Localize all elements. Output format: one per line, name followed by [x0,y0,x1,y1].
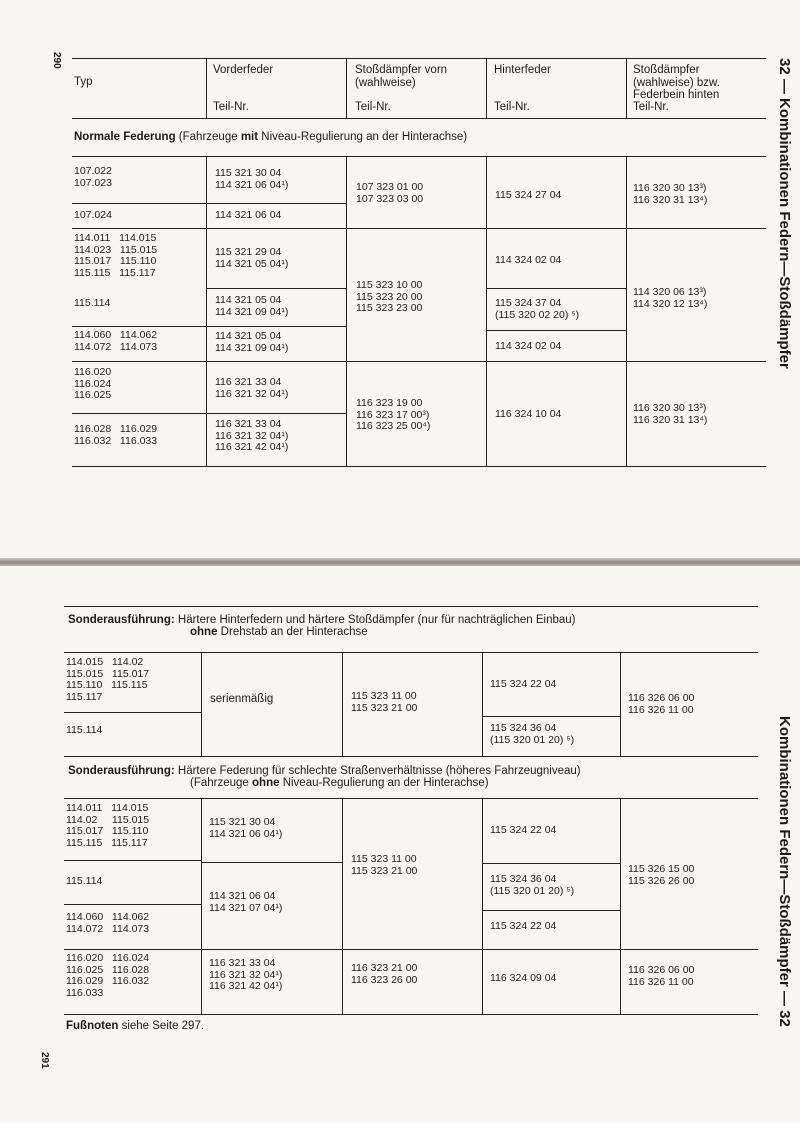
section-heading-line2: (Fahrzeuge ohne Niveau-Regulierung an der Hinterachse) [190,777,489,789]
hinterfeder-cell: 116 324 09 04 [490,972,557,984]
section-heading-line2: ohne Drehstab an der Hinterachse [190,626,368,638]
hinterfeder-cell: 115 324 22 04 [490,920,557,932]
section-heading: Normale Federung (Fahrzeuge mit Niveau-Regulierung an der Hinterachse) [74,131,468,143]
stossdaempfer-hinten-cell: 116 320 30 13³) 116 320 31 13⁴) [633,402,708,426]
rule [72,466,766,467]
rule [342,798,343,1014]
rule [72,156,766,157]
stossdaempfer-vorn-cell: 115 323 11 00 115 323 21 00 [351,690,418,714]
rule [346,58,347,118]
typ-cell: 115.114 [74,297,111,309]
rule [482,652,483,756]
hinterfeder-cell: 115 324 22 04 [490,678,557,690]
hinterfeder-cell: 114 324 02 04 [495,340,562,352]
typ-cell: 114.011 114.015 114.02 115.015 115.017 115.110 115.115 115.117 [66,802,150,849]
page-290 [0,0,800,560]
hinterfeder-cell: 115 324 27 04 [495,189,562,201]
vorderfeder-cell: 114 321 06 04 114 321 07 04¹) [209,890,283,914]
vorderfeder-cell: 116 321 33 04 116 321 32 04¹) 116 321 42 04¹) [209,957,283,993]
stossdaempfer-vorn-cell: 115 323 10 00 115 323 20 00 115 323 23 00 [356,279,423,315]
rule [206,58,207,118]
hinterfeder-cell: 115 324 22 04 [490,824,557,836]
rule [346,156,347,466]
hinterfeder-cell: 115 324 37 04 (115 320 02 20) ⁵) [495,297,580,321]
stossdaempfer-hinten-cell: 116 326 06 00 116 326 11 00 [628,692,695,716]
rule [64,949,758,950]
header-teil-nr: Teil-Nr. [494,101,530,113]
rule [64,860,201,861]
typ-cell: 116.020 116.024 116.025 116.028 116.029 116.032 116.033 [66,952,150,999]
rule [626,156,627,466]
vorderfeder-cell: 116 321 33 04 116 321 32 04¹) 116 321 42 04¹) [215,418,289,454]
rule [486,156,487,466]
stossdaempfer-vorn-cell: 115 323 11 00 115 323 21 00 [351,853,418,877]
typ-cell: 114.015 114.02 115.015 115.017 115.110 115.115 115.117 [66,656,150,703]
rule [72,228,766,229]
typ-cell: 116.028 116.029 116.032 116.033 [74,423,158,447]
vorderfeder-cell: 114 321 06 04 [215,209,282,221]
rule [72,413,346,414]
side-title: Kombinationen Federn—Stoßdämpfer — 32 [776,716,793,1027]
vorderfeder-cell: 115 321 30 04 114 321 06 04¹) [209,816,283,840]
section-heading: Sonderausführung: Härtere Federung für schlechte Straßenverhältnisse (höheres Fahrzeugniveau) [68,765,581,777]
hinterfeder-cell: 116 324 10 04 [495,408,562,420]
page-number: 290 [51,52,62,69]
header-vorderfeder: Vorderfeder [213,64,274,76]
vorderfeder-cell: serienmäßig [210,693,274,705]
typ-cell: 107.022 107.023 [74,165,112,189]
rule [201,798,202,1014]
rule [482,910,620,911]
stossdaempfer-vorn-cell: 116 323 21 00 116 323 26 00 [351,962,418,986]
rule [64,606,758,607]
stossdaempfer-vorn-cell: 107 323 01 00 107 323 03 00 [356,181,424,205]
typ-cell: 114.011 114.015 114.023 115.015 115.017 115.110 115.115 115.117 [74,232,158,279]
stossdaempfer-hinten-cell: 114 320 06 13³) 114 320 12 13⁴) [633,286,708,310]
stossdaempfer-hinten-cell: 116 326 06 00 116 326 11 00 [628,964,695,988]
footnote-reference: Fußnoten siehe Seite 297. [66,1020,205,1032]
rule [72,58,766,59]
rule [64,756,758,757]
hinterfeder-cell: 115 324 36 04 (115 320 01 20) ⁵) [490,873,575,897]
vorderfeder-cell: 115 321 29 04 114 321 05 04¹) [215,246,289,270]
rule [72,326,206,327]
typ-cell: 114.060 114.062 114.072 114.073 [74,329,158,353]
rule [620,652,621,756]
rule [486,288,626,289]
rule [72,361,766,362]
rule [482,716,620,717]
vorderfeder-cell: 114 321 05 04 114 321 09 04¹) [215,330,289,354]
page-291 [0,566,800,1123]
rule [620,798,621,1014]
rule [72,118,766,119]
typ-cell: 116.020 116.024 116.025 [74,366,112,402]
rule [64,712,201,713]
header-teil-nr: Teil-Nr. [213,101,249,113]
rule [342,652,343,756]
rule [206,288,346,289]
rule [201,862,342,863]
section-heading: Sonderausführung: Härtere Hinterfedern und härtere Stoßdämpfer (nur für nachträglichen Einbau) [68,614,576,626]
typ-cell: 115.114 [66,724,103,736]
rule [64,904,201,905]
rule [626,58,627,118]
rule [64,652,758,653]
vorderfeder-cell: 114 321 05 04 114 321 09 04¹) [215,294,289,318]
rule [486,58,487,118]
hinterfeder-cell: 114 324 02 04 [495,254,562,266]
rule [64,1014,758,1015]
rule [64,798,758,799]
rule [486,330,626,331]
side-title: 32 — Kombinationen Federn—Stoßdämpfer [776,58,793,369]
vorderfeder-cell: 115 321 30 04 114 321 06 04¹) [215,167,289,191]
header-stossdaempfer-hinten: Stoßdämpfer (wahlweise) bzw. Federbein hinten [633,64,720,101]
hinterfeder-cell: 115 324 36 04 (115 320 01 20) ⁵) [490,722,575,746]
typ-cell: 115.114 [66,875,103,887]
rule [206,326,346,327]
header-typ: Typ [74,76,93,88]
stossdaempfer-hinten-cell: 116 320 30 13³) 116 320 31 13⁴) [633,182,708,206]
stossdaempfer-hinten-cell: 115 326 15 00 115 326 26 00 [628,863,695,887]
header-teil-nr: Teil-Nr. [633,101,669,113]
typ-cell: 107.024 [74,209,112,221]
header-hinterfeder: Hinterfeder [494,64,551,76]
vorderfeder-cell: 116 321 33 04 116 321 32 04¹) [215,376,289,400]
header-stossdaempfer-vorn: Stoßdämpfer vorn (wahlweise) [355,64,448,89]
rule [482,798,483,1014]
header-teil-nr: Teil-Nr. [355,101,391,113]
rule [482,863,620,864]
rule [72,203,346,204]
rule [201,652,202,756]
stossdaempfer-vorn-cell: 116 323 19 00 116 323 17 00³) 116 323 25 00⁴) [356,397,431,433]
typ-cell: 114.060 114.062 114.072 114.073 [66,911,150,935]
page-number: 291 [39,1052,50,1069]
